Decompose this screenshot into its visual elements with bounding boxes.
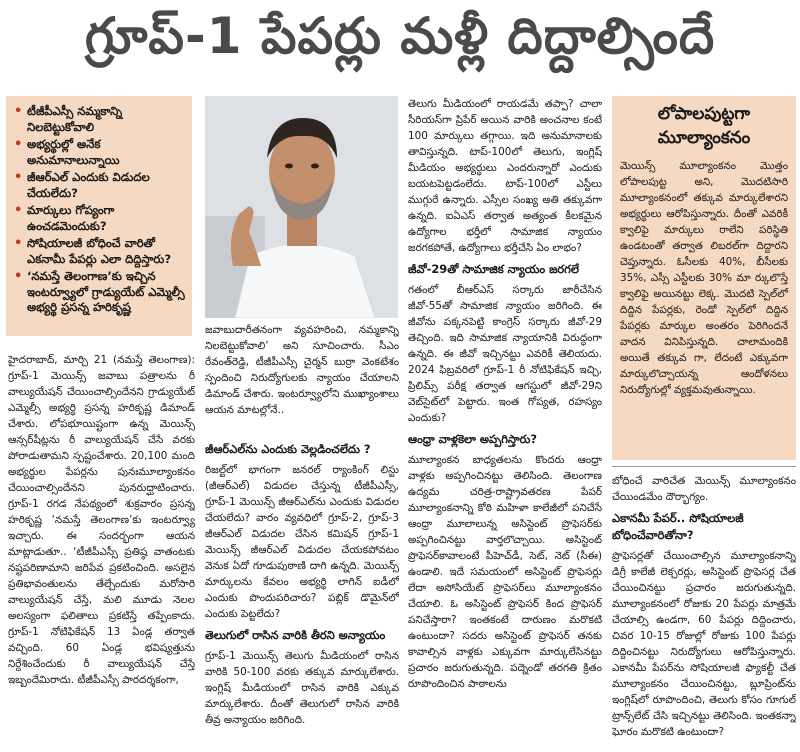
subheading: జీవో-29తో సామాజిక న్యాయం జరగలే (408, 262, 579, 276)
highlight-item: • మార్కులు గోప్యంగా ఉంచడమెందుకు? (14, 203, 186, 234)
article-paragraph: గతంలో బీఆర్ఎస్ సర్కారు జారీచేసిన జీవో-55తో సామాజిక న్యాయం జరిగింది. ఈ జీవోను పక్కనపెట్టి కాంగ్రెస్ సర్కారు జీవో-29 తెచ్చింది. ఇది సామాజిక న్యాయానికి విరుద్ధంగా ఉన్నది. ఈ జీవో ఇచ్చినట్టు ఎవరికీ తెలియదు. 2024 ఫిబ్రవరిలో గ్రూప్-1 రీ నోటిఫికేషన్ ఇచ్చి, ప్రిలిమ్స్ పరీక్ష తర్వాత ఆగస్టులో జీవో-29ని వెబ్‌సైట్‌లో పెట్టారు. ఇంత గోప్యత, రహస్యం ఎందుకు? (408, 284, 602, 424)
article-paragraph: గ్రూప్-1 మెయిన్స్ తెలుగు మీడియంలో రాసిన వారికి 50-100 వరకు తక్కువ మార్కులేశారు. ఇంగ్లిష్ మీడియంలో రాసిన వారికి ఎక్కువ మార్కులేశారు. దీంతో తెలుగులో రాసిన వారికి తీవ్ర అన్యాయం జరిగింది. (205, 650, 399, 726)
sidebar-box-title: లోపాలపుట్టగా మూల్యాంకనం (657, 104, 751, 148)
sidebar-box (612, 96, 796, 460)
highlights-box (6, 96, 192, 336)
article-column-1 (8, 352, 195, 748)
highlight-item: • సోషియాలజీ బోధించే వారితో ఎకనామీ పేపర్లు ఎలా దిద్దిస్తారు? (14, 236, 186, 267)
article-column-4 (612, 96, 796, 748)
highlight-item: • జీఆర్‌ఎల్ ఎందుకు విడుదల చేయలేదు? (14, 170, 186, 201)
article-paragraph: ప్రొఫెసర్లతో చేయించాల్సిన మూల్యాంకనాన్ని డిగ్రీ కాలేజీ లెక్చరర్లు, అసిస్టెంట్ ప్రొఫెసర్ల చేత చేయించినట్టు ప్రచారం జరుగుతున్నది. మూల్యాంకనంలో రోజుకు 20 పేపర్లు మాత్రమే చేయాల్సి ఉండగా, 60 పేపర్లు దిద్దించారు, చివర 10-15 రోజుల్లో రోజుకు 100 పేపర్లు దిద్దించినట్టు నిరుద్యోగులు ఆరోపిస్తున్నారు. ఎకానమీ పేపర్‌ను సోషియాలజీ ఫ్యాకల్టీ చేత మూల్యాంకనం చేయించినట్టు, బ్లూప్రింట్‌ను ఇంగ్లిష్‌లో రూపొందించి, తెలుగు కోసం గూగుల్ ట్రాన్స్‌లేట్ చేసి ఇచ్చినట్టు తెలిసింది. ఇంతకన్నా ఘోరం మరొకటి ఉంటుందా? (612, 550, 796, 738)
headline: గ్రూప్-1 పేపర్లు మళ్లీ దిద్దాల్సిందే (84, 6, 716, 65)
subheading: తెలుగులో రాసిన వారికి తీరని అన్యాయం (205, 628, 386, 642)
article-column-3 (408, 96, 602, 748)
article-paragraph: బోధించే వారిచేత మెయిన్స్ మూల్యాంకనం చేయిండమేం దౌర్భాగ్యం. (612, 475, 796, 503)
subheading: ఆంధ్రా వాళ్లకెలా అప్పగిస్తారు? (408, 432, 537, 446)
article-paragraph: మూల్యాంకన బాధ్యతలను కొందరు ఆంధ్రా వాళ్లకు అప్పగించినట్టు తెలిసింది. తెలంగాణ ఉద్యమ చరిత్ర-రాష్ట్రావతరణ పేపర్ మూల్యాంకనాన్ని కోఠి మహిళా కాలేజీలో పనిచేసే ఆంధ్రా మూలాలున్న అసిస్టెంట్ ప్రొఫెసర్‌కు అప్పగించినట్టు వార్తలొచ్చాయి. అసిస్టెంట్ ప్రొఫెసర్‌కావాలంటే పీహెచ్‌డీ, సెట్, నెట్ (సీఈ) ఉండాలి. ఇదే సమయంలో అసిస్టెంట్ ప్రొఫెసర్లు లేదా అసోసియేట్ ప్రొఫెసర్‌లు మూల్యాంకనం చేయాలి. ఓ అసిస్టెంట్ ప్రొఫెసర్ కింద ప్రొఫెసర్ పనిచేస్తారా? ఇంతకంటే దారుణం మరొకటి ఉంటుందా? సదరు అసిస్టెంట్ ప్రొఫెసర్ తనకు కావాల్సిన వాళ్లకు ఎక్కువగా మార్కులేసినట్టు ప్రచారం జరుగుతున్నది. పద్నెండో తరగతి క్రితం రూపొందించిన పాఠాలను (408, 454, 602, 690)
highlight-item: • టీజీపీఎస్సీ నమ్మకాన్ని నిలబెట్టుకోవాలి (14, 104, 186, 135)
subheading: జీఆర్ఎల్‌ను ఎందుకు వెల్లడించలేదు ? (205, 442, 371, 456)
article-column-2-top (205, 322, 399, 436)
article-paragraph: జవాబుదారీతనంగా వ్యవహరించి, నమ్మకాన్ని నిలబెట్టుకోవాలి’ అని సూచించారు. సీఎం రేవంత్‌రెడ్డి, టీజీపీఎస్సీ చైర్మన్ బుర్రా వెంకటేశం స్పందించి నిరుద్యోగులకు న్యాయం చేయాలని డిమాండ్ చేశారు. ఇంటర్వ్యూలోని ముఖ్యాంశాలు ఆయన మాటల్లోనే.. (205, 324, 399, 416)
article-column-2 (205, 436, 399, 748)
article-paragraph: హైదరాబాద్, మార్చి 21 (నమస్తే తెలంగాణ): గ్రూప్-1 మెయిన్స్ జవాబు పత్రాలను రీ వాల్యుయేషన్ చేయించాల్సిందేనని గ్రాడ్యుయేట్ ఎమ్మెల్సీ అభ్యర్థి ప్రసన్న హరికృష్ణ డిమాండ్ చేశారు. లోపభూయిష్టంగా ఉన్న మెయిన్స్ ఆన్సర్‌షీట్లను రీ వాల్యుయేషన్ చేసే వరకు పోరాడుతామని స్పష్టంచేశారు. 20,100 మంది అభ్యర్థుల పేపర్లను పునఃమూల్యాంకనం చేయించాల్సిందేనని పునరుద్ఘాటించారు. గ్రూప్-1 రగడ నేపథ్యంలో శుక్రవారం ప్రసన్న హరికృష్ణ ‘నమస్తే తెలంగాణ’కు ఇంటర్వ్యూ ఇచ్చారు. ఈ సందర్భంగా ఆయన మాట్లాడుతూ.. ‘టీజీపీఎస్సీ ప్రతిష్ఠ వాతంటకు నష్టపరిణామాని జరిపేవ ప్రకటించింది. అసలైన ప్రతిభావంతులను తేల్చేందుకు మరోసారి వాల్యుయేషన్ చేస్తే, మలి మూడు నెలల అలస్యంగా ఫలితాలు ప్రకటిస్తే తప్పేంకాదు. గ్రూప్-1 నోటిఫికేషన్ 13 ఏండ్ల తర్వాత వచ్చింది. 60 ఏండ్ల భవిష్యత్తును నిర్దేశించేందుకు రీ వాల్యుయేషన్ చేస్తే ఇబ్బందేమిరాదు. టీజీపీఎస్సీ పారదర్శకంగా, (8, 354, 195, 686)
divider (612, 466, 796, 467)
sidebar-box-text: మెయిన్స్ మూల్యాంకనం మొత్తం లోపాలపుట్ట అని, మొదటిసారి మూల్యాంకనంలో తక్కువ మార్కులేశారని అభ్యర్థులు ఆరోపిస్తున్నారు. దీంతో ఎవరికీ క్వాలిఫై మార్కులు రాలేని పరిస్థితి ఉండటంతో తర్వాత లిబరల్‌గా దిద్దారని చెప్తున్నారు. ఓసీలకు 40%, బీసీలకు 35%, ఎస్సీ ఎస్టీలకు 30% మా ర్కులొస్తే క్వాలిఫై అయినట్టు లెక్క. మొదటి స్పెల్‌లో దిద్దిన పేపర్లకు, రెండో స్పెల్‌లో దిద్దిన పేపర్లకు మార్కుల అంతరం పెరిగిందనే వాదన వినిపిస్తున్నది. చాలామందికి అయితే తక్కువ గా, లేదంటే ఎక్కువగా మార్కులొచ్చాయన్న ఆందోళనలు నిరుద్యోగుల్లో వ్యక్తమవుతున్నాయి. (620, 160, 788, 396)
highlight-item: • ‘నమస్తే తెలంగాణ’కు ఇచ్చిన ఇంటర్వ్యూలో గ్రాడ్యుయేట్ ఎమ్మెల్సీ అభ్యర్థి ప్రసన్న హరికృష్ణ (14, 269, 186, 316)
subheading: ఎకానమీ పేపర్.. సోషియాలజీ బోధించేవారితోనా? (612, 511, 744, 542)
interviewee-photo (205, 96, 398, 318)
article-paragraph: రిజల్ట్‌లో భాగంగా జనరల్ ర్యాంకింగ్ లిస్టు (జీఆర్‌ఎల్) విడుదల చేస్తున్న టీజీపీఎస్సీ, గ్రూప్-1 మెయిన్స్ జీఆర్‌ఎల్‌ను ఎందుకు విడుదల చేయలేదు? వారం వ్యవధిలో గ్రూప్-2, గ్రూప్-3 జీఆర్‌ఎల్ విడుదల చేసిన కమిషన్ గ్రూప్-1 మెయిన్స్ జీఆర్‌ఎల్ విడుదల చేయకపోవటం వెనుక ఏదో గూడుపుఠాణి దాగి ఉన్నది. మెయిన్స్ మార్కులను కేవలం అభ్యర్థి లాగిన్ ఐడీలో ఎందుకు పొందుపరిచారు? పబ్లిక్ డొమైన్‌లో ఎందుకు పెట్టలేదు? (205, 464, 399, 620)
person-illustration (205, 96, 398, 318)
highlight-item: • అభ్యర్థుల్లో అనేక అనుమానాలున్నాయి (14, 137, 186, 168)
article-paragraph: తెలుగు మీడియంలో రాయడమే తప్పా? చాలా సీరియస్‌గా ప్రిపేర్ అయిన వారికి అంచనాల కంటే 100 మార్కులు తగ్గాయి. ఇది అనుమానాలకు తావిస్తున్నది. టాప్-100లో తెలుగు, ఇంగ్లిష్ మీడియం అభ్యర్థులు ఎందరున్నారో ఎందుకు బయటపెట్టడంలేదు. టాప్-100లో ఎస్టీలు ముగ్గురే ఉన్నారు. ఎస్సీల సంఖ్య అతి తక్కువగా ఉన్నది. ఐఏఎస్ తర్వాత అత్యంత కీలకమైన ఉద్యోగాల భర్తీలో సామాజిక న్యాయం జరగకపోతే, ఉద్యోగాలు భర్తీచేసి ఏం లాభం? (408, 98, 602, 254)
